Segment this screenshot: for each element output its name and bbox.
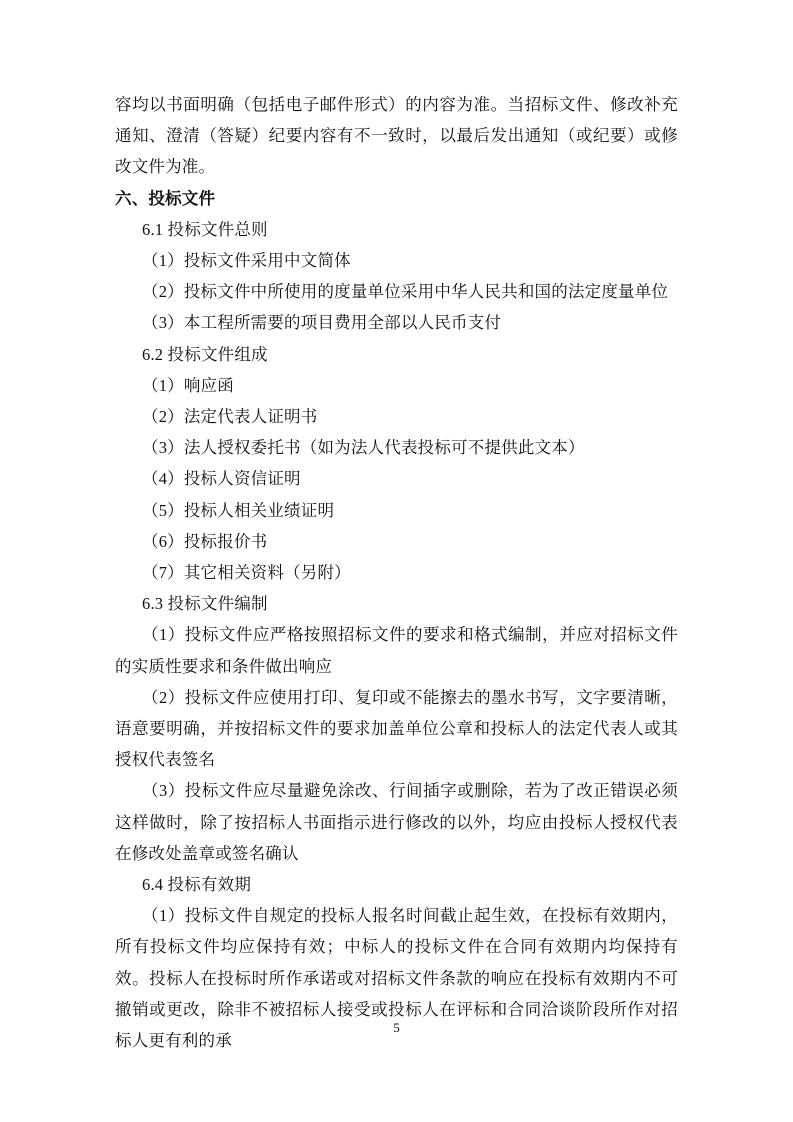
page-number: 5 [393,1020,400,1035]
list-item-paragraph: （2）投标文件中所使用的度量单位采用中华人民共和国的法定度量单位 [142,282,669,302]
paragraph-body: （1）投标文件自规定的投标人报名时间截止起生效，在投标有效期内，所有投标文件均应保持有效；中标人的投标文件在合同有效期内均保持有效。投标人在投标时所作承诺或对招标文件条款的响应在投标有效期内不可撤销或更改，除非不被招标人接受或投标人在评标和合同洽谈阶段所作对招标人更有利的承 [115,906,678,1051]
list-item-paragraph: （3）本工程所需要的项目费用全部以人民币支付 [142,313,502,333]
paragraph-body: （2）投标文件应使用打印、复印或不能擦去的墨水书写，文字要清晰，语意要明确，并按招标文件的要求加盖单位公章和投标人的法定代表人或其授权代表签名 [115,687,678,770]
list-item-paragraph: （4）投标人资信证明 [142,469,301,489]
list-item-paragraph: （1）响应函 [142,375,234,395]
section-heading: 六、投标文件 [115,188,216,208]
subsection-heading: 6.3 投标文件编制 [142,594,268,614]
document-content [115,89,678,1056]
subsection-heading: 6.2 投标文件组成 [142,344,268,364]
paragraph-body: 容均以书面明确（包括电子邮件形式）的内容为准。当招标文件、修改补充通知、澄清（答疑）纪要内容有不一致时，以最后发出通知（或纪要）或修改文件为准。 [115,95,678,177]
list-item-paragraph: （5）投标人相关业绩证明 [142,500,335,520]
list-item-paragraph: （2）法定代表人证明书 [142,407,318,427]
list-item-paragraph: （1）投标文件采用中文简体 [142,251,351,271]
subsection-heading: 6.1 投标文件总则 [142,219,268,239]
subsection-heading: 6.4 投标有效期 [142,875,252,895]
paragraph-body: （3）投标文件应尽量避免涂改、行间插字或删除，若为了改正错误必须这样做时，除了按招标人书面指示进行修改的以外，均应由投标人授权代表在修改处盖章或签名确认 [115,781,678,863]
list-item-paragraph: （3）法人授权委托书（如为法人代表投标可不提供此文本） [142,438,585,458]
list-item-paragraph: （7）其它相关资料（另附） [142,563,351,583]
paragraph-body: （1）投标文件应严格按照招标文件的要求和格式编制，并应对招标文件的实质性要求和条件做出响应 [115,625,678,676]
list-item-paragraph: （6）投标报价书 [142,531,268,551]
